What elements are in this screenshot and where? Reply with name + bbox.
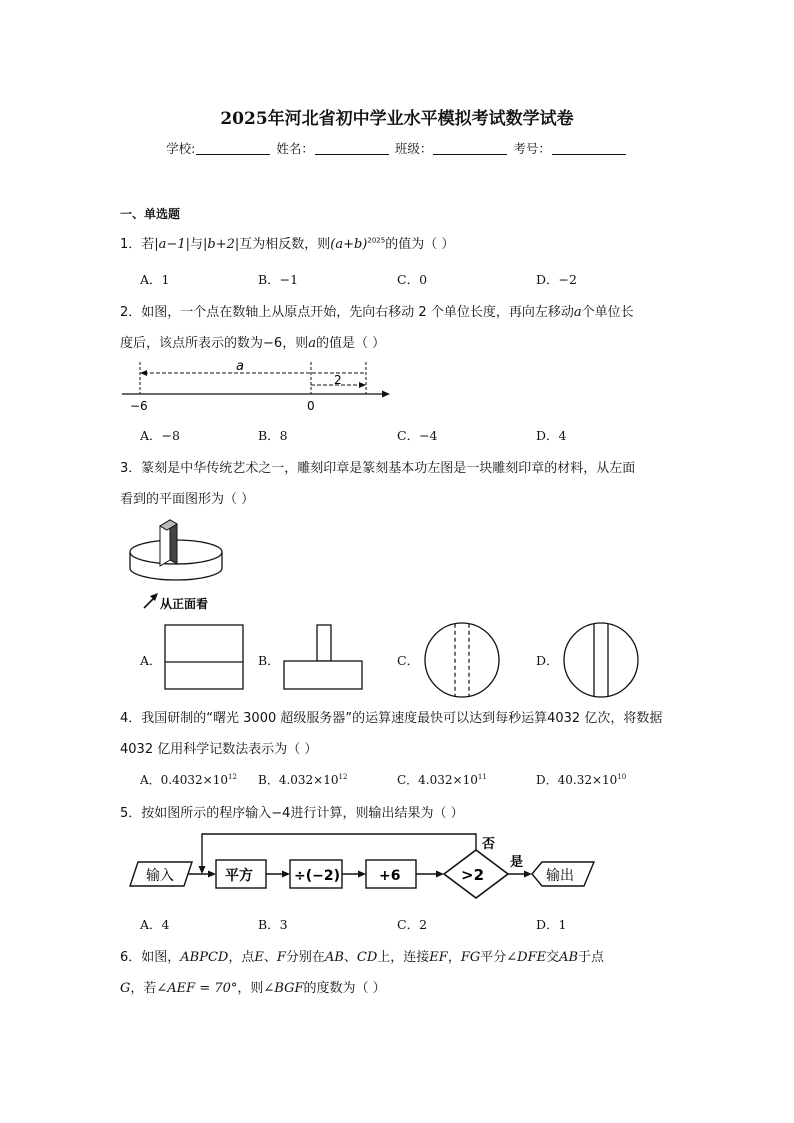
- name-blank[interactable]: [315, 142, 389, 155]
- flow-no-label: 否: [482, 837, 496, 852]
- flow-decision-label: >2: [461, 866, 485, 884]
- question-2-line-2: [120, 332, 385, 351]
- flow-input-label: 输入: [146, 868, 174, 884]
- question-4-line-1: [120, 707, 662, 726]
- q1-text-a: 若: [141, 237, 155, 252]
- tick-label-neg6: −6: [130, 399, 148, 413]
- q3-option-d-figure[interactable]: [561, 620, 641, 700]
- q2-option-b[interactable]: B．8: [258, 428, 288, 443]
- section-title: 一、单选题: [120, 207, 181, 221]
- q1-abs2: |b+2|: [203, 237, 240, 252]
- q5-option-b[interactable]: B．3: [258, 917, 288, 932]
- q1-expr: (a+b): [330, 237, 368, 252]
- figure-caption: 从正面看: [160, 597, 209, 611]
- q1-exp: 2025: [367, 236, 386, 245]
- question-4-line-2: 4032 亿用科学记数法表示为（ ）: [120, 742, 318, 757]
- question-3-line-2: 看到的平面图形为（ ）: [120, 492, 255, 507]
- arrow-right-icon: [359, 382, 366, 388]
- q3-line1: 篆刻是中华传统艺术之一，雕刻印章是篆刻基本功左图是一块雕刻印章的材料，从左面: [141, 461, 636, 476]
- q3-option-c-figure[interactable]: [422, 620, 502, 700]
- q2-var-2: a: [308, 336, 316, 351]
- question-5: [120, 802, 464, 821]
- q2-var: a: [573, 305, 582, 320]
- label-2: 2: [334, 373, 342, 387]
- number-blank[interactable]: [552, 142, 626, 155]
- q3-option-b[interactable]: B．: [258, 653, 280, 668]
- number-line-figure: [118, 358, 398, 416]
- q1-option-a[interactable]: A．1: [140, 272, 170, 287]
- student-info-line: [0, 139, 794, 157]
- q5-option-c[interactable]: C．2: [397, 917, 428, 932]
- question-1: [120, 233, 454, 252]
- q1-number: 1．: [120, 237, 142, 252]
- q3-option-d[interactable]: D．: [536, 653, 559, 668]
- q5-number: 5．: [120, 806, 142, 821]
- question-6-line-1: 6．如图，ABPCD，点E、F分别在AB、CD上，连接EF，FG平分∠DFE交AB于点: [120, 950, 605, 965]
- tick-label-0: 0: [307, 399, 315, 413]
- q2-line1-end: 个单位长: [581, 305, 634, 320]
- flow-square-label: 平方: [225, 868, 253, 884]
- question-2-line-1: [120, 301, 634, 320]
- q4-option-c[interactable]: C．$4.032\times 10^{11}$: [397, 773, 487, 787]
- q5-text: 按如图所示的程序输入−4进行计算，则输出结果为（ ）: [141, 806, 464, 821]
- school-label: 学校:: [166, 141, 196, 156]
- question-6-line-2: G，若∠AEF = 70°，则∠BGF的度数为（ ）: [120, 981, 386, 996]
- program-flowchart: [126, 830, 600, 902]
- q4-option-a[interactable]: A．$0.4032\times 10^{12}$: [140, 773, 237, 787]
- q1-text-d: 的值为（ ）: [385, 237, 455, 252]
- q5-option-d[interactable]: D．1: [536, 917, 567, 932]
- name-label: 姓名：: [276, 141, 314, 156]
- q2-option-a[interactable]: A．−8: [140, 428, 180, 443]
- label-a: a: [236, 359, 244, 374]
- q1-text-b: 与: [189, 237, 203, 252]
- q1-option-b[interactable]: B．−1: [258, 272, 299, 287]
- q2-option-c[interactable]: C．−4: [397, 428, 438, 443]
- flow-output-label: 输出: [546, 868, 574, 884]
- q4-line1: 我国研制的“曙光 3000 超级服务器”的运算速度最快可以达到每秒运算4032 亿次，将数据: [141, 711, 663, 726]
- q4-option-d[interactable]: D．$40.32\times 10^{10}$: [536, 773, 627, 787]
- q2-line2-c: 的值是（ ）: [315, 336, 386, 351]
- axis-arrow-icon: [382, 391, 390, 398]
- q2-val: −6: [263, 336, 283, 351]
- flow-add-label: +6: [379, 868, 401, 884]
- number-label: 考号：: [513, 141, 551, 156]
- flow-divide-label: ÷(−2): [294, 868, 340, 884]
- school-blank[interactable]: [196, 142, 270, 155]
- q3-option-b-figure[interactable]: [283, 624, 365, 692]
- seal-material-figure: [120, 516, 230, 612]
- q1-abs1: |a−1|: [154, 237, 190, 252]
- question-3-line-1: [120, 457, 635, 476]
- q4-number: 4．: [120, 711, 142, 726]
- class-label: 班级：: [394, 141, 433, 156]
- q3-option-c[interactable]: C．: [397, 653, 420, 668]
- q5-option-a[interactable]: A．4: [140, 917, 170, 932]
- class-blank[interactable]: [433, 142, 507, 155]
- q3-option-a-figure[interactable]: [164, 624, 246, 692]
- flow-yes-label: 是: [510, 855, 524, 870]
- q1-option-c[interactable]: C．0: [397, 272, 428, 287]
- page-title: 2025年河北省初中学业水平模拟考试数学试卷: [220, 109, 574, 129]
- q2-number: 2．: [120, 305, 142, 320]
- q1-option-d[interactable]: D．−2: [536, 272, 577, 287]
- q1-text-c: 互为相反数，则: [239, 237, 331, 252]
- q2-line2-b: ，则: [282, 336, 309, 351]
- q3-option-a[interactable]: A．: [140, 653, 162, 668]
- q4-option-b[interactable]: B．$4.032\times 10^{12}$: [258, 773, 348, 787]
- q3-number: 3．: [120, 461, 142, 476]
- q2-line1: 如图，一个点在数轴上从原点开始，先向右移动 2 个单位长度，再向左移动: [141, 305, 574, 320]
- q2-line2-a: 度后，该点所表示的数为: [120, 336, 264, 351]
- q2-option-d[interactable]: D．4: [536, 428, 567, 443]
- arrow-left-icon: [140, 370, 147, 376]
